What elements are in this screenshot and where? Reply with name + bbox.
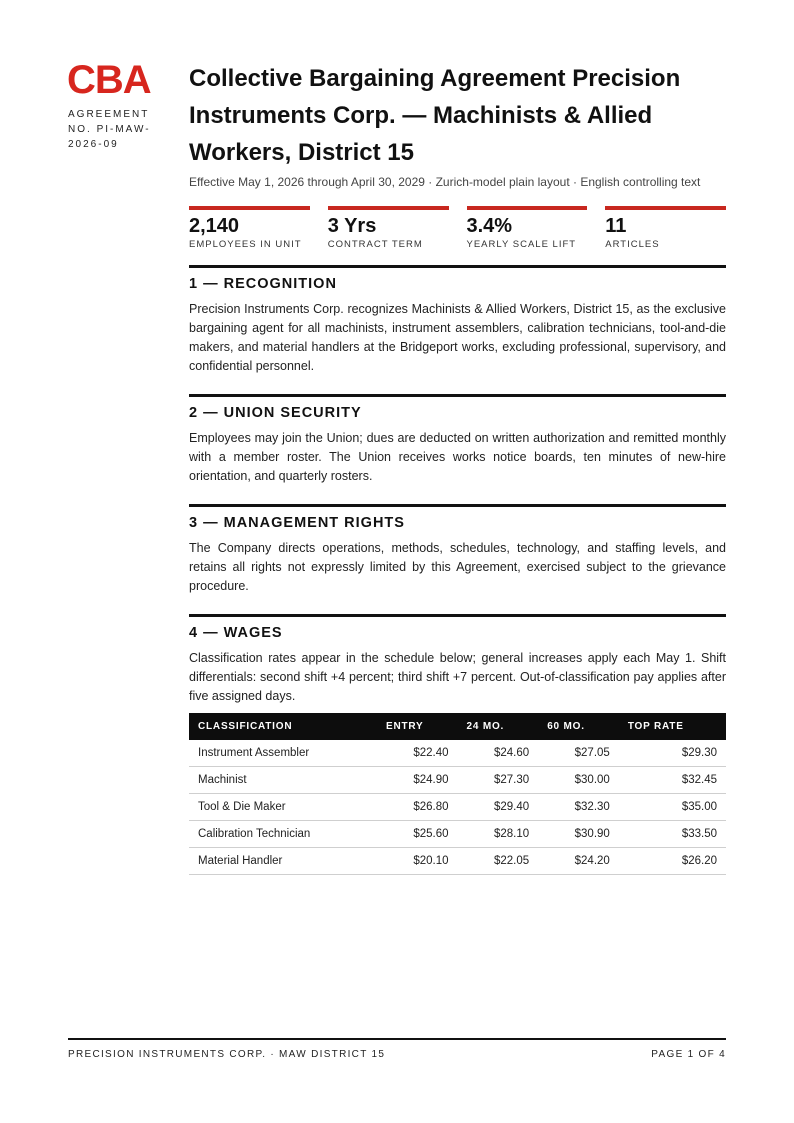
classification-cell: Instrument Assembler	[189, 740, 377, 767]
rate-cell: $30.90	[538, 821, 619, 848]
stat-contract-term	[328, 206, 449, 250]
article-body: Classification rates appear in the schedule below; general increases apply each May 1. Shift differentials: second shift +4 percent; third shift +7 percent. Out-of-classification pay applies after five assigned days.	[189, 651, 726, 703]
rate-cell: $33.50	[619, 821, 726, 848]
rate-cell: $20.10	[377, 848, 458, 875]
classification-cell: Tool & Die Maker	[189, 794, 377, 821]
rate-cell: $30.00	[538, 767, 619, 794]
article-body: The Company directs operations, methods, schedules, technology, and staffing levels, and retains all rights not expressly limited by this Agreement, exercised subject to the grievance procedure.	[189, 541, 726, 593]
table-header-row	[189, 713, 726, 740]
page-number: PAGE 1 OF 4	[651, 1049, 726, 1060]
article-recognition	[189, 265, 726, 376]
stat-value: 2,140	[189, 215, 240, 237]
stat-value: 11	[605, 215, 627, 237]
table-row	[189, 794, 726, 821]
stat-value: 3 Yrs	[327, 215, 377, 237]
rate-cell: $22.05	[458, 848, 539, 875]
rate-cell: $32.45	[619, 767, 726, 794]
page-subtitle: Effective May 1, 2026 through April 30, 2029 · Zurich-model plain layout · English controlling text	[189, 175, 701, 189]
agreement-label: AGREEMENT NO.	[68, 109, 150, 135]
wage-schedule-table	[189, 713, 726, 875]
footer-company: PRECISION INSTRUMENTS CORP. · MAW DISTRICT 15	[68, 1049, 386, 1060]
stat-value: 3.4%	[466, 215, 513, 237]
page-title: Collective Bargaining Agreement Precision Instruments Corp. — Machinists & Allied Workers, District 15	[189, 65, 681, 166]
article-management-rights	[189, 504, 726, 596]
rate-cell: $26.80	[377, 794, 458, 821]
rate-cell: $24.20	[538, 848, 619, 875]
article-body: Precision Instruments Corp. recognizes Machinists & Allied Workers, District 15, as the exclusive bargaining agent for all machinists, instrument assemblers, calibration technicians, tool-and-die makers, and material handlers at the Bridgeport works, excluding professional, supervisory, and confidential personnel.	[189, 302, 726, 373]
rate-cell: $29.30	[619, 740, 726, 767]
column-header-entry: ENTRY	[377, 713, 458, 740]
rate-cell: $26.20	[619, 848, 726, 875]
table-row	[189, 767, 726, 794]
article-heading: 1 — RECOGNITION	[189, 276, 337, 292]
article-union-security	[189, 394, 726, 486]
article-heading: 4 — WAGES	[189, 625, 283, 641]
rate-cell: $24.90	[377, 767, 458, 794]
rate-cell: $28.10	[458, 821, 539, 848]
stat-label: ARTICLES	[605, 239, 660, 250]
table-row	[189, 740, 726, 767]
cba-logo: CBA	[67, 58, 151, 102]
table-row	[189, 821, 726, 848]
rate-cell: $27.05	[538, 740, 619, 767]
rate-cell: $35.00	[619, 794, 726, 821]
rate-cell: $29.40	[458, 794, 539, 821]
stat-employees	[189, 206, 310, 250]
article-wages	[189, 614, 726, 875]
article-heading: 2 — UNION SECURITY	[189, 405, 362, 421]
article-heading: 3 — MANAGEMENT RIGHTS	[189, 515, 405, 531]
column-header-60mo: 60 MO.	[538, 713, 619, 740]
stats-row	[189, 206, 726, 250]
article-body: Employees may join the Union; dues are deducted on written authorization and remitted monthly with a member roster. The Union receives works notice boards, ten minutes of new-hire orientation, and quarterly rosters.	[189, 431, 726, 483]
rate-cell: $32.30	[538, 794, 619, 821]
rate-cell: $27.30	[458, 767, 539, 794]
stat-scale-lift	[467, 206, 588, 250]
column-header-top-rate: TOP RATE	[619, 713, 726, 740]
stat-label: YEARLY SCALE LIFT	[466, 239, 577, 250]
stat-label: CONTRACT TERM	[327, 239, 423, 250]
classification-cell: Calibration Technician	[189, 821, 377, 848]
main-content	[189, 60, 726, 875]
agreement-number-block	[68, 107, 168, 152]
table-row	[189, 848, 726, 875]
column-header-classification: CLASSIFICATION	[189, 713, 377, 740]
agreement-number: PI-MAW-2026-09	[68, 124, 151, 150]
stat-label: EMPLOYEES IN UNIT	[189, 239, 302, 250]
page-footer	[68, 1038, 726, 1060]
rate-cell: $24.60	[458, 740, 539, 767]
rate-cell: $22.40	[377, 740, 458, 767]
column-header-24mo: 24 MO.	[458, 713, 539, 740]
classification-cell: Machinist	[189, 767, 377, 794]
rate-cell: $25.60	[377, 821, 458, 848]
classification-cell: Material Handler	[189, 848, 377, 875]
stat-articles	[605, 206, 726, 250]
